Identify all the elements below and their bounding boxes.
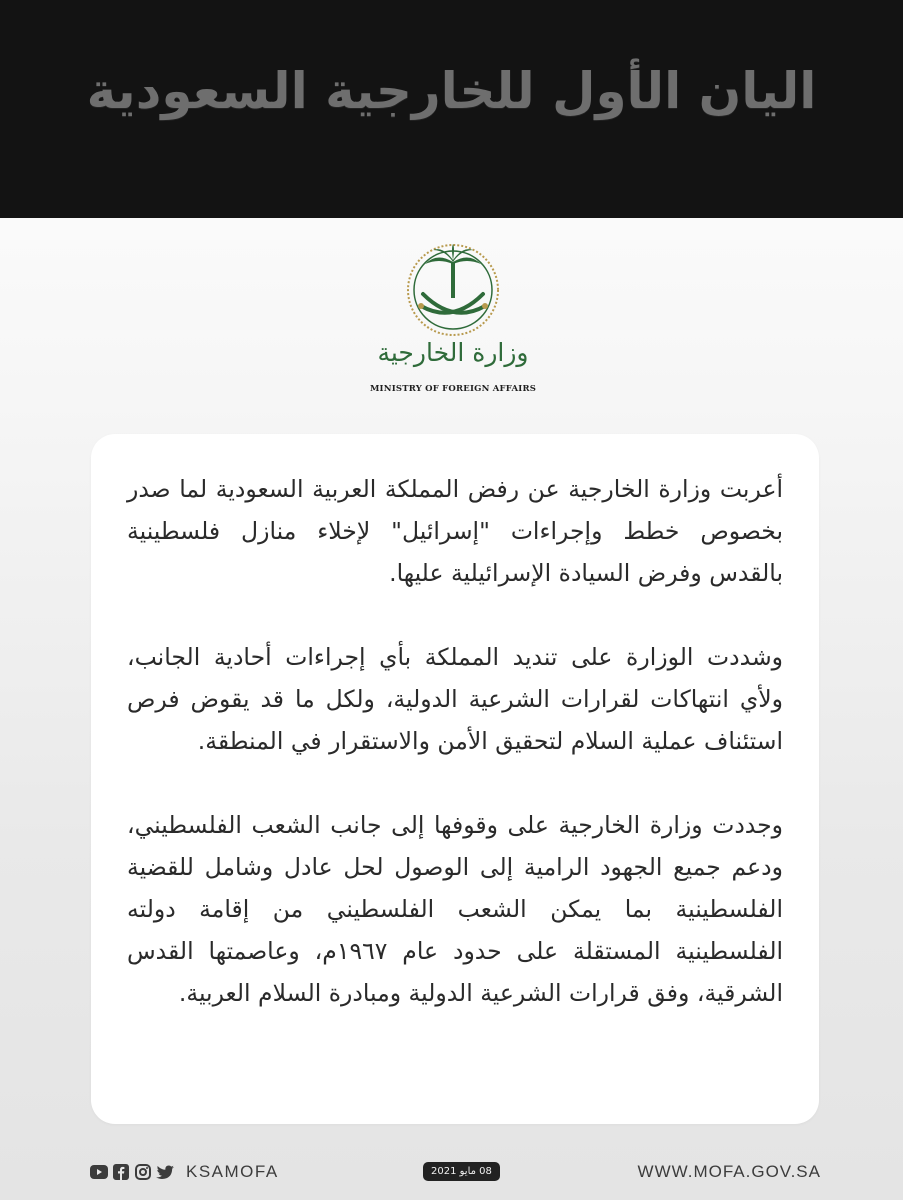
ministry-english-name: MINISTRY OF FOREIGN AFFAIRS (369, 384, 537, 394)
statement-body (127, 468, 783, 1014)
social-handle[interactable]: KSAMOFA (186, 1162, 279, 1181)
youtube-icon[interactable] (90, 1163, 108, 1181)
twitter-icon[interactable] (156, 1163, 174, 1181)
statement-card (91, 434, 819, 1124)
facebook-icon[interactable] (112, 1163, 130, 1181)
statement-paragraph-3: وجددت وزارة الخارجية على وقوفها إلى جانب الشعب الفلسطيني، ودعم جميع الجهود الرامية إلى الوصول لحل عادل وشامل للقضية الفلسطينية بما يمكن الشعب الفلسطيني من إقامة دولته الفلسطينية المستقلة على حدود عام ١٩٦٧م، وعاصمتها القدس الشرقية، وفق قرارات الشرعية الدولية ومبادرة السلام العربية. (127, 811, 784, 1007)
saudi-emblem-icon (373, 242, 533, 402)
page-title: اليان الأول للخارجية السعودية (86, 62, 817, 120)
ministry-arabic-name: وزارة الخارجية (377, 338, 529, 367)
social-links (90, 1161, 279, 1183)
statement-paragraph-2: وشددت الوزارة على تنديد المملكة بأي إجراءات أحادية الجانب، ولأي انتهاكات لقرارات الشرعية الدولية، ولكل ما قد يقوض فرص استئناف عملية السلام لتحقيق الأمن والاستقرار في المنطقة. (127, 643, 783, 755)
instagram-icon[interactable] (134, 1163, 152, 1181)
statement-paragraph-1: أعربت وزارة الخارجية عن رفض المملكة العربية السعودية لما صدر بخصوص خطط وإجراءات "إسرائيل" لإخلاء منازل فلسطينية بالقدس وفرض السيادة الإسرائيلية عليها. (127, 475, 783, 587)
header-banner (0, 0, 903, 218)
website-link[interactable]: WWW.MOFA.GOV.SA (637, 1162, 821, 1181)
date-badge: 08 مايو 2021 (423, 1162, 500, 1181)
